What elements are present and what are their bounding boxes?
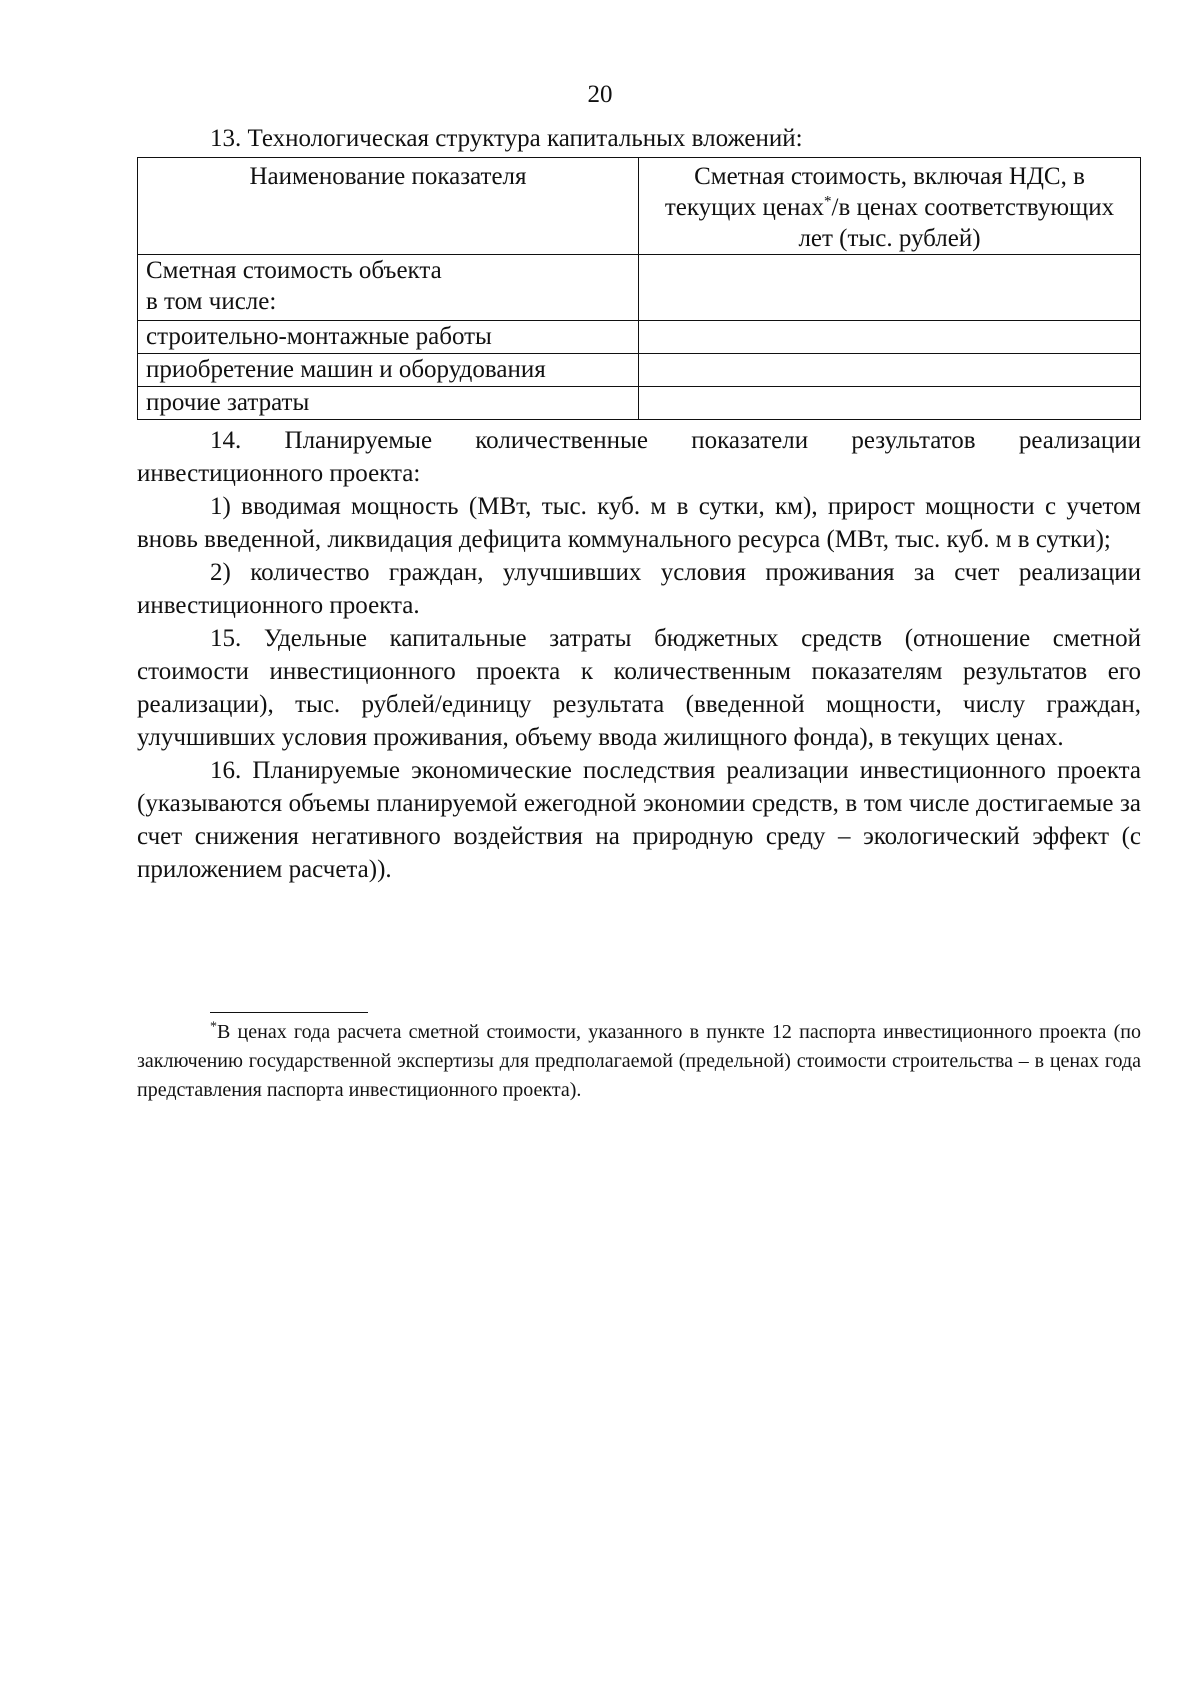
section-14-intro: 14. Планируемые количественные показатели результатов реализации инвестиционного проекта: bbox=[137, 427, 1141, 487]
page-number: 20 bbox=[587, 81, 613, 108]
column-header-indicator: Наименование показателя bbox=[138, 158, 639, 255]
footnote-reference-mark: * bbox=[824, 193, 832, 210]
body-text bbox=[137, 424, 1141, 886]
footnote-mark: * bbox=[210, 1019, 217, 1035]
section-14-item-1: 1) вводимая мощность (МВт, тыс. куб. м в сутки, км), прирост мощности с учетом вновь введенной, ликвидация дефицита коммунального ресурса (МВт, тыс. куб. м в сутки); bbox=[137, 493, 1141, 553]
column-header-cost-part1: Сметная стоимость, включая НДС, в текущих ценах bbox=[664, 163, 1085, 221]
row-value-estimated-cost bbox=[639, 255, 1141, 321]
row-value-other-costs bbox=[639, 387, 1141, 420]
footnote bbox=[137, 1018, 1141, 1105]
row-label-equipment-purchase: приобретение машин и оборудования bbox=[138, 354, 639, 387]
table-row bbox=[138, 387, 1141, 420]
row-label-estimated-cost bbox=[138, 255, 639, 321]
table-row bbox=[138, 255, 1141, 321]
capex-structure-table bbox=[137, 157, 1141, 420]
section-14-item-2: 2) количество граждан, улучшивших условия проживания за счет реализации инвестиционного проекта. bbox=[137, 559, 1141, 619]
row-value-construction-works bbox=[639, 321, 1141, 354]
row-value-equipment-purchase bbox=[639, 354, 1141, 387]
section-16-paragraph: 16. Планируемые экономические последствия реализации инвестиционного проекта (указываются объемы планируемой ежегодной экономии средств, в том числе достигаемые за счет снижения негативного воздействия на природную среду – экологический эффект (с приложением расчета)). bbox=[137, 757, 1141, 883]
section-13-heading: 13. Технологическая структура капитальных вложений: bbox=[210, 125, 803, 152]
table-row bbox=[138, 321, 1141, 354]
column-header-estimated-cost bbox=[639, 158, 1141, 255]
row-label-construction-works: строительно-монтажные работы bbox=[138, 321, 639, 354]
row-label-line2: в том числе: bbox=[146, 288, 277, 315]
footnote-divider bbox=[210, 1012, 368, 1013]
footnote-text: В ценах года расчета сметной стоимости, указанного в пункте 12 паспорта инвестиционного проекта (по заключению государственной экспертизы для предполагаемой (предельной) стоимости строительства – в ценах года представления паспорта инвестиционного проекта). bbox=[137, 1021, 1141, 1101]
table-row bbox=[138, 354, 1141, 387]
row-label-line1: Сметная стоимость объекта bbox=[146, 257, 442, 284]
section-15-paragraph: 15. Удельные капитальные затраты бюджетных средств (отношение сметной стоимости инвестиционного проекта к количественным показателям результатов его реализации), тыс. рублей/единицу результата (введенной мощности, числу граждан, улучшивших условия проживания, объему ввода жилищного фонда), в текущих ценах. bbox=[137, 625, 1141, 751]
table-header-row bbox=[138, 158, 1141, 255]
column-header-cost-part2: /в ценах соответствующих лет (тыс. рублей) bbox=[798, 194, 1115, 252]
row-label-other-costs: прочие затраты bbox=[138, 387, 639, 420]
